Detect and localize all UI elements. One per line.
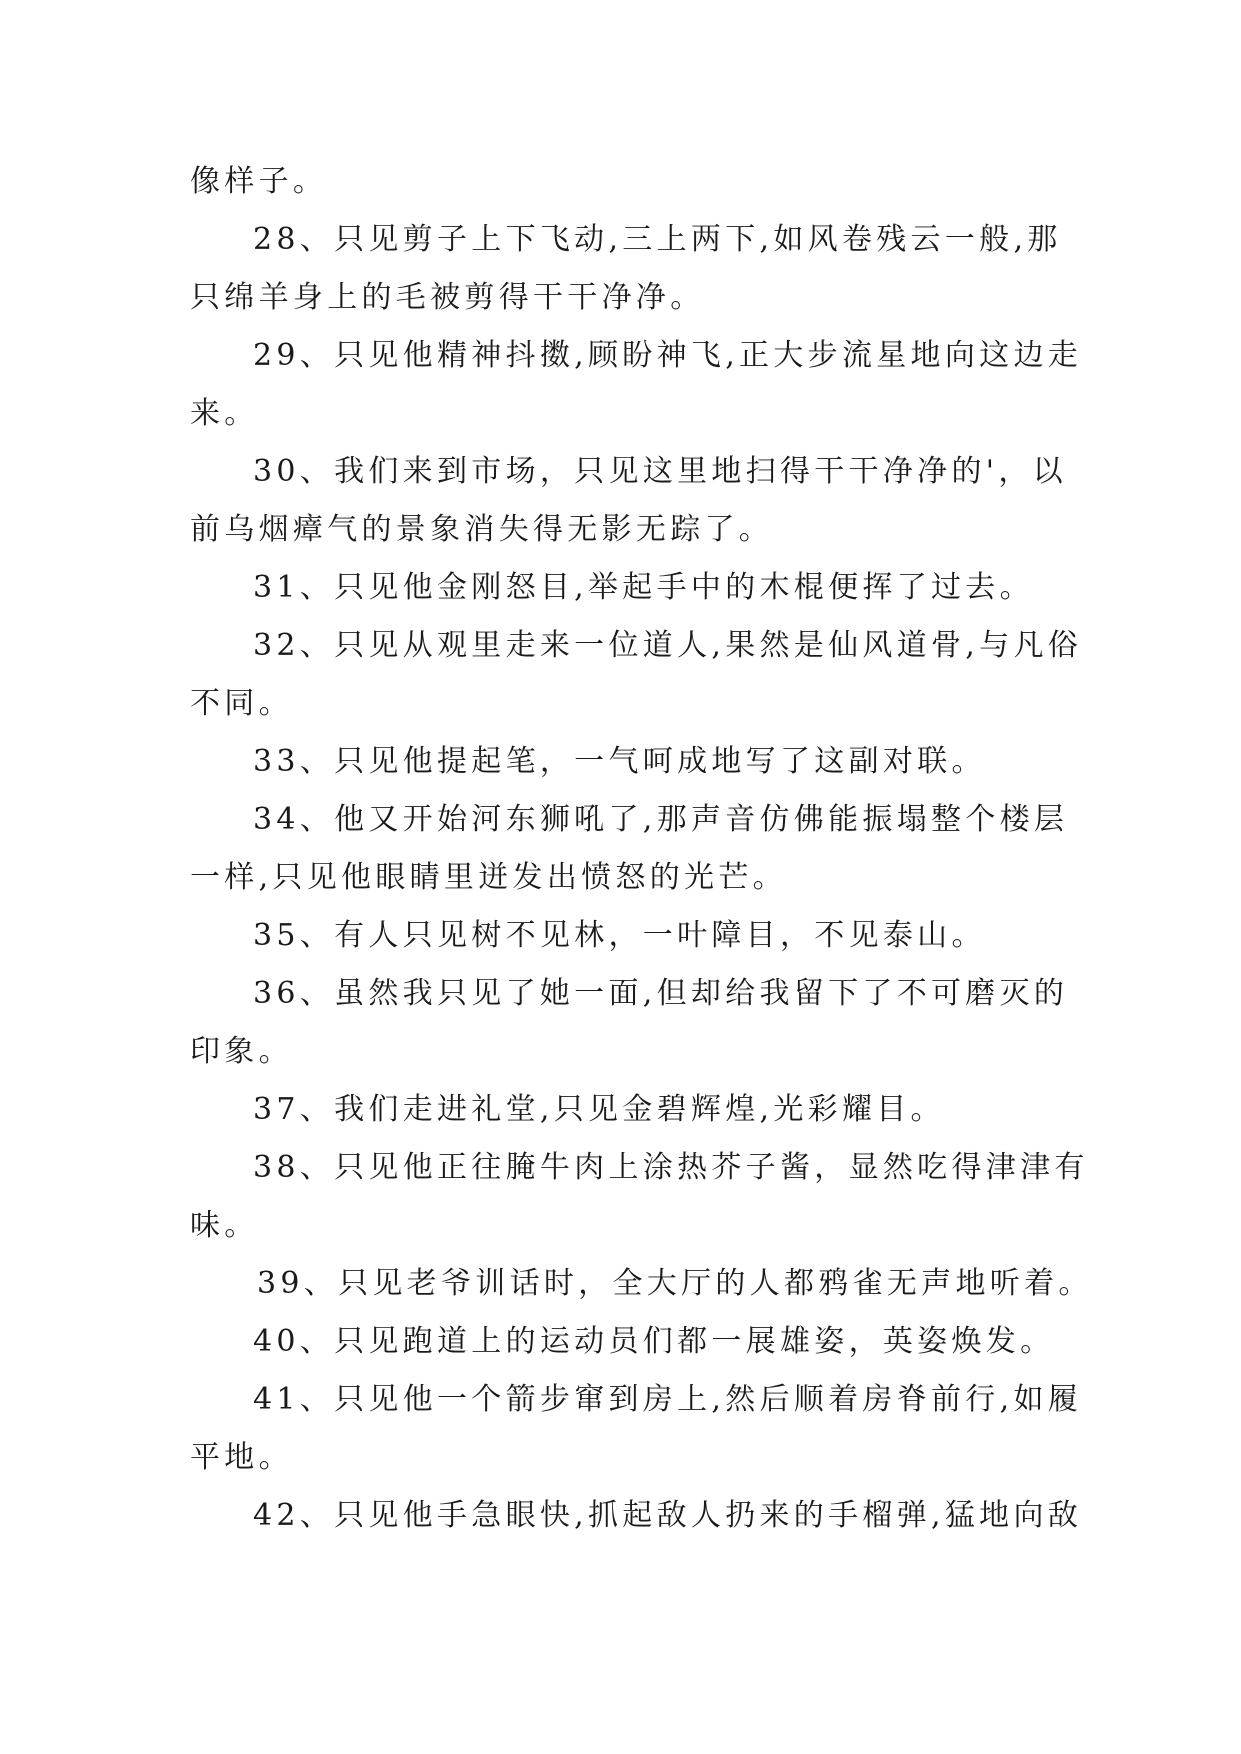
sentence-35-line-1: 35、有人只见树不见林，一叶障目，不见泰山。 bbox=[253, 918, 986, 953]
sentence-34-line-2: 一样,只见他眼睛里迸发出愤怒的光芒。 bbox=[190, 860, 787, 895]
sentence-33-line-1: 33、只见他提起笔，一气呵成地写了这副对联。 bbox=[253, 744, 986, 779]
sentence-39-line-1: 39、只见老爷训话时，全大厅的人都鸦雀无声地听着。 bbox=[257, 1266, 1093, 1301]
sentence-30-line-1: 30、我们来到市场，只见这里地扫得干干净净的'，以 bbox=[253, 454, 1067, 489]
sentence-37-line-1: 37、我们走进礼堂,只见金碧辉煌,光彩耀目。 bbox=[253, 1092, 945, 1127]
sentence-38-line-1: 38、只见他正往腌牛肉上涂热芥子酱，显然吃得津津有 bbox=[253, 1150, 1089, 1185]
sentence-36-line-1: 36、虽然我只见了她一面,但却给我留下了不可磨灭的 bbox=[253, 976, 1069, 1011]
sentence-40-line-1: 40、只见跑道上的运动员们都一展雄姿，英姿焕发。 bbox=[253, 1324, 1055, 1359]
sentence-28-line-2: 只绵羊身上的毛被剪得干干净净。 bbox=[190, 280, 705, 315]
sentence-41-line-2: 平地。 bbox=[190, 1440, 293, 1475]
sentence-29-line-2: 来。 bbox=[190, 396, 259, 431]
sentence-34-line-1: 34、他又开始河东狮吼了,那声音仿佛能振塌整个楼层 bbox=[253, 802, 1069, 837]
sentence-28-line-1: 28、只见剪子上下飞动,三上两下,如风卷残云一般,那 bbox=[253, 222, 1062, 257]
sentence-30-line-2: 前乌烟瘴气的景象消失得无影无踪了。 bbox=[190, 512, 774, 547]
sentence-41-line-1: 41、只见他一个箭步窜到房上,然后顺着房脊前行,如履 bbox=[253, 1382, 1083, 1417]
sentence-32-line-1: 32、只见从观里走来一位道人,果然是仙风道骨,与凡俗 bbox=[253, 628, 1083, 663]
sentence-31-line-1: 31、只见他金刚怒目,举起手中的木棍便挥了过去。 bbox=[253, 570, 1034, 605]
sentence-32-line-2: 不同。 bbox=[190, 686, 293, 721]
text-line: 像样子。 bbox=[190, 164, 328, 199]
sentence-38-line-2: 味。 bbox=[190, 1208, 259, 1243]
sentence-29-line-1: 29、只见他精神抖擞,顾盼神飞,正大步流星地向这边走 bbox=[253, 338, 1083, 373]
sentence-36-line-2: 印象。 bbox=[190, 1034, 293, 1069]
sentence-42-line-1: 42、只见他手急眼快,抓起敌人扔来的手榴弹,猛地向敌 bbox=[253, 1498, 1083, 1533]
